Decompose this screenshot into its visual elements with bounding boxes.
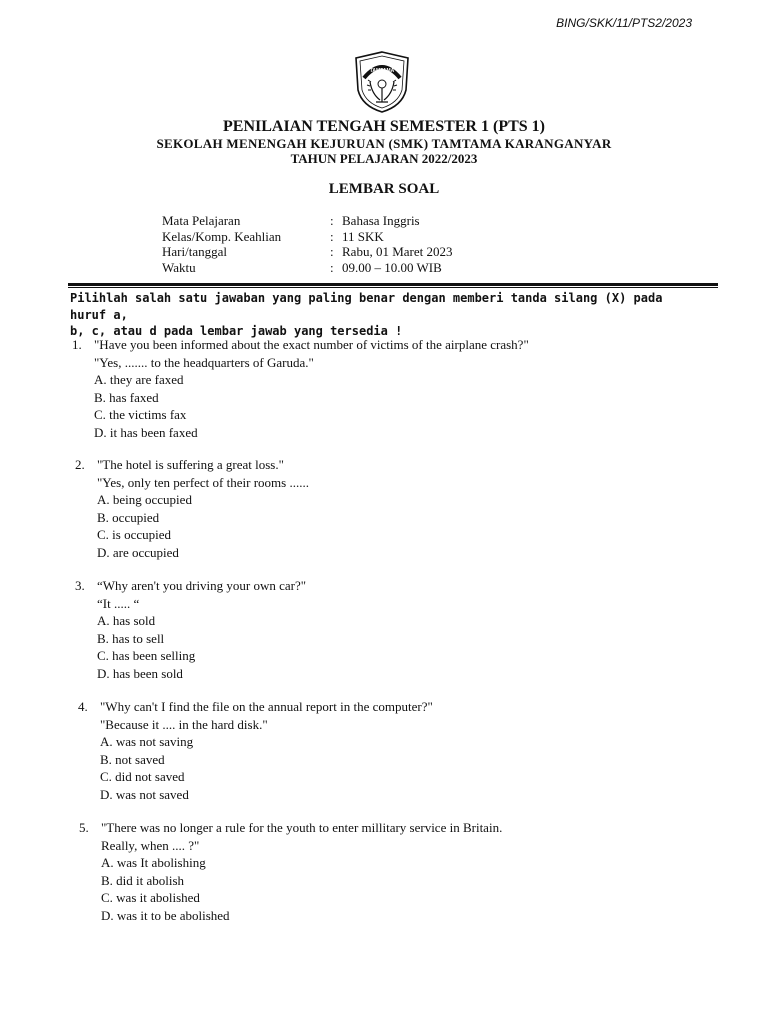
document-code: BING/SKK/11/PTS2/2023 xyxy=(556,16,692,30)
question-4 xyxy=(78,698,433,803)
option-a[interactable]: A. was It abolishing xyxy=(101,855,206,870)
option-b[interactable]: B. occupied xyxy=(97,509,160,525)
info-value: Rabu, 01 Maret 2023 xyxy=(342,244,453,259)
info-colon: : xyxy=(330,244,334,259)
info-row-date xyxy=(162,244,452,260)
info-row-class xyxy=(162,229,452,245)
question-prompt: "Have you been informed about the exact number of victims of the airplane crash?" xyxy=(94,337,529,352)
question-2 xyxy=(75,456,309,561)
question-number: 5. xyxy=(79,820,89,835)
option-c[interactable]: C. was it abolished xyxy=(101,890,200,905)
question-number: 3. xyxy=(75,578,85,593)
option-d[interactable]: D. was not saved xyxy=(100,786,189,802)
instruction-line: Pilihlah salah satu jawaban yang paling benar dengan memberi tanda silang (X) pada huruf a, xyxy=(70,291,663,322)
header-divider xyxy=(68,283,718,288)
option-b[interactable]: B. has faxed xyxy=(94,389,159,405)
option-a[interactable]: A. they are faxed xyxy=(94,372,184,387)
question-response: "Because it .... in the hard disk." xyxy=(100,716,268,732)
option-b[interactable]: B. has to sell xyxy=(97,630,165,646)
info-value: Bahasa Inggris xyxy=(342,213,420,228)
option-a[interactable]: A. being occupied xyxy=(97,492,192,507)
info-colon: : xyxy=(330,213,334,228)
option-d[interactable]: D. has been sold xyxy=(97,665,183,681)
option-c[interactable]: C. did not saved xyxy=(100,769,185,784)
info-row-subject xyxy=(162,213,452,229)
info-label: Waktu xyxy=(162,259,196,275)
option-d[interactable]: D. it has been faxed xyxy=(94,424,198,440)
info-value: 09.00 – 10.00 WIB xyxy=(342,259,442,275)
question-response: “It ..... “ xyxy=(97,595,140,611)
info-label: Mata Pelajaran xyxy=(162,213,241,228)
question-1 xyxy=(72,336,529,441)
option-d[interactable]: D. was it to be abolished xyxy=(101,907,230,923)
option-a[interactable]: A. has sold xyxy=(97,613,156,628)
question-response: "Yes, only ten perfect of their rooms ...... xyxy=(97,474,309,490)
info-label: Kelas/Komp. Keahlian xyxy=(162,228,282,244)
instructions xyxy=(70,290,700,340)
question-response: "Yes, ....... to the headquarters of Garuda." xyxy=(94,354,314,370)
school-name: SEKOLAH MENENGAH KEJURUAN (SMK) TAMTAMA KARANGANYAR xyxy=(156,136,612,151)
question-prompt: "Why can't I find the file on the annual report in the computer?" xyxy=(100,699,433,714)
info-label: Hari/tanggal xyxy=(162,244,227,259)
option-b[interactable]: B. did it abolish xyxy=(101,872,185,888)
question-prompt: “Why aren't you driving your own car?" xyxy=(97,578,307,593)
info-colon: : xyxy=(330,228,334,244)
info-colon: : xyxy=(330,259,334,275)
instruction-line: b, c, atau d pada lembar jawab yang tersedia ! xyxy=(70,324,403,338)
option-d[interactable]: D. are occupied xyxy=(97,544,179,560)
question-number: 1. xyxy=(72,337,82,352)
option-c[interactable]: C. has been selling xyxy=(97,648,196,663)
info-row-time xyxy=(162,260,452,276)
question-prompt: "There was no longer a rule for the youth to enter millitary service in Britain. xyxy=(101,820,503,835)
school-year: TAHUN PELAJARAN 2022/2023 xyxy=(290,151,478,166)
question-5 xyxy=(79,819,502,924)
question-number: 4. xyxy=(78,699,88,714)
question-prompt: "The hotel is suffering a great loss." xyxy=(97,457,284,472)
option-c[interactable]: C. the victims fax xyxy=(94,407,187,422)
question-3 xyxy=(75,577,306,682)
option-a[interactable]: A. was not saving xyxy=(100,734,194,749)
option-b[interactable]: B. not saved xyxy=(100,751,165,767)
school-logo xyxy=(352,50,412,114)
option-c[interactable]: C. is occupied xyxy=(97,527,172,542)
exam-info xyxy=(162,213,452,275)
question-response: Really, when .... ?" xyxy=(101,837,200,853)
question-number: 2. xyxy=(75,457,85,472)
sheet-title: LEMBAR SOAL xyxy=(328,181,440,197)
info-value: 11 SKK xyxy=(342,228,384,244)
exam-title: PENILAIAN TENGAH SEMESTER 1 (PTS 1) xyxy=(223,118,545,135)
logo-text: TAMTAMA xyxy=(369,68,395,74)
